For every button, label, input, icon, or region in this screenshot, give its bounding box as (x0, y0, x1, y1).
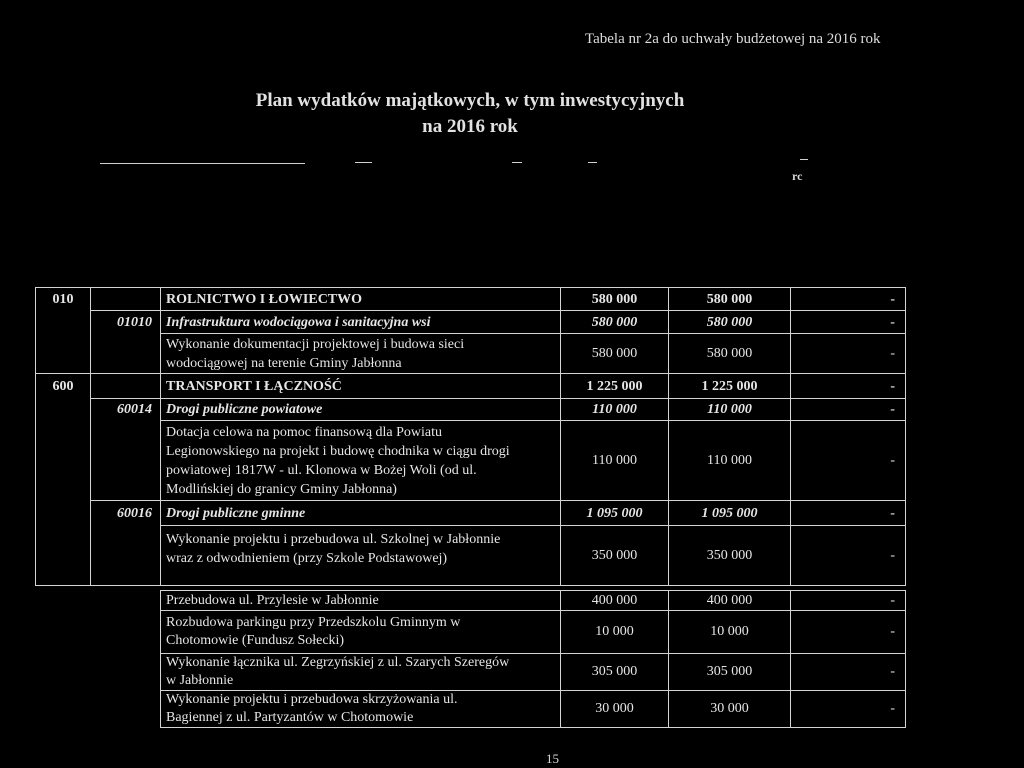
amount-cell: - (791, 691, 906, 728)
description (161, 526, 561, 586)
amount-cell: 110 000 (561, 399, 669, 421)
chapter-code (91, 421, 161, 501)
page-subtitle: na 2016 rok (422, 116, 518, 137)
description (161, 691, 561, 728)
page-number: 15 (546, 751, 559, 766)
amount-cell: 10 000 (561, 611, 669, 654)
description (161, 654, 561, 691)
page-title: Plan wydatków majątkowych, w tym inwestycyjnych (255, 90, 685, 111)
amount-cell: 400 000 (669, 591, 791, 611)
description-line: wodociągowej na terenie Gminy Jabłonna (166, 355, 402, 371)
amount-cell: 580 000 (669, 334, 791, 374)
division-code (36, 334, 91, 374)
description-line: Wykonanie dokumentacji projektowej i budowa sieci (166, 336, 465, 352)
amount-cell: 580 000 (561, 288, 669, 311)
table-row (36, 334, 906, 374)
document-annex-note: Tabela nr 2a do uchwały budżetowej na 2016 rok (585, 31, 881, 47)
amount-cell: 30 000 (669, 691, 791, 728)
amount-cell: 580 000 (669, 288, 791, 311)
amount-cell: 110 000 (669, 421, 791, 501)
amount-cell: - (791, 611, 906, 654)
amount-cell: 580 000 (669, 311, 791, 334)
division-code (36, 311, 91, 334)
chapter-code: 60016 (91, 501, 161, 526)
amount-cell: - (791, 501, 906, 526)
description-line: wraz z odwodnieniem (przy Szkole Podstawowej) (166, 551, 448, 566)
description (161, 334, 561, 374)
description-line: powiatowej 1817W - ul. Klonowa w Bożej Woli (od ul. (166, 462, 477, 478)
amount-cell: 1 095 000 (561, 501, 669, 526)
description (161, 421, 561, 501)
amount-cell: 305 000 (561, 654, 669, 691)
description-line: Wykonanie projektu i przebudowa skrzyżowania ul. (166, 692, 458, 707)
table-row (36, 374, 906, 399)
division-code (36, 421, 91, 501)
amount-cell: 1 095 000 (669, 501, 791, 526)
description-line: Wykonanie projektu i przebudowa ul. Szkolnej w Jabłonnie (166, 532, 501, 547)
table-row (36, 399, 906, 421)
amount-cell: - (791, 591, 906, 611)
amount-cell: 350 000 (561, 526, 669, 586)
table-row (161, 591, 906, 611)
amount-cell: 305 000 (669, 654, 791, 691)
amount-cell: 1 225 000 (669, 374, 791, 399)
amount-cell: - (791, 526, 906, 586)
division-code (36, 501, 91, 526)
scan-rule (800, 159, 808, 160)
description-line: Chotomowie (Fundusz Sołecki) (166, 633, 345, 648)
description: Drogi publiczne gminne (161, 501, 561, 526)
amount-cell: 1 225 000 (561, 374, 669, 399)
amount-cell: - (791, 421, 906, 501)
chapter-code (91, 374, 161, 399)
division-code (36, 399, 91, 421)
table-row (36, 501, 906, 526)
description-line: Dotacja celowa na pomoc finansową dla Powiatu (166, 424, 443, 440)
description: Infrastruktura wodociągowa i sanitacyjna wsi (161, 311, 561, 334)
division-code (36, 526, 91, 586)
scan-rule (512, 162, 522, 163)
table-row (36, 288, 906, 311)
description: TRANSPORT I ŁĄCZNOŚĆ (161, 374, 561, 399)
expenditure-table-continued (160, 590, 906, 728)
chapter-code: 01010 (91, 311, 161, 334)
amount-cell: 110 000 (561, 421, 669, 501)
amount-cell: 110 000 (669, 399, 791, 421)
division-code: 600 (36, 374, 91, 399)
amount-cell: - (791, 399, 906, 421)
description-line: Modlińskiej do granicy Gminy Jabłonna) (166, 481, 397, 497)
table-row (36, 311, 906, 334)
description-line: Rozbudowa parkingu przy Przedszkolu Gminnym w (166, 615, 461, 630)
scan-rule (355, 162, 372, 163)
amount-cell: 580 000 (561, 311, 669, 334)
table-row (161, 691, 906, 728)
chapter-code (91, 288, 161, 311)
amount-cell: - (791, 288, 906, 311)
description (161, 611, 561, 654)
amount-cell: 400 000 (561, 591, 669, 611)
amount-cell: - (791, 374, 906, 399)
description-line: w Jabłonnie (166, 673, 234, 688)
description: ROLNICTWO I ŁOWIECTWO (161, 288, 561, 311)
scan-rule (588, 162, 597, 163)
expenditure-table (35, 287, 906, 586)
chapter-code: 60014 (91, 399, 161, 421)
amount-cell: 350 000 (669, 526, 791, 586)
table-row (161, 654, 906, 691)
description: Przebudowa ul. Przylesie w Jabłonnie (161, 591, 561, 611)
chapter-code (91, 526, 161, 586)
amount-cell: - (791, 334, 906, 374)
amount-cell: 580 000 (561, 334, 669, 374)
description: Drogi publiczne powiatowe (161, 399, 561, 421)
table-row (36, 421, 906, 501)
table-row (36, 526, 906, 586)
amount-cell: 30 000 (561, 691, 669, 728)
scan-mark: rc (792, 169, 803, 183)
amount-cell: 10 000 (669, 611, 791, 654)
amount-cell: - (791, 311, 906, 334)
chapter-code (91, 334, 161, 374)
amount-cell: - (791, 654, 906, 691)
division-code: 010 (36, 288, 91, 311)
description-line: Wykonanie łącznika ul. Zegrzyńskiej z ul. Szarych Szeregów (166, 655, 510, 670)
description-line: Bagiennej z ul. Partyzantów w Chotomowie (166, 710, 414, 725)
description-line: Legionowskiego na projekt i budowę chodnika w ciągu drogi (166, 443, 510, 459)
table-row (161, 611, 906, 654)
scan-rule (100, 163, 305, 164)
